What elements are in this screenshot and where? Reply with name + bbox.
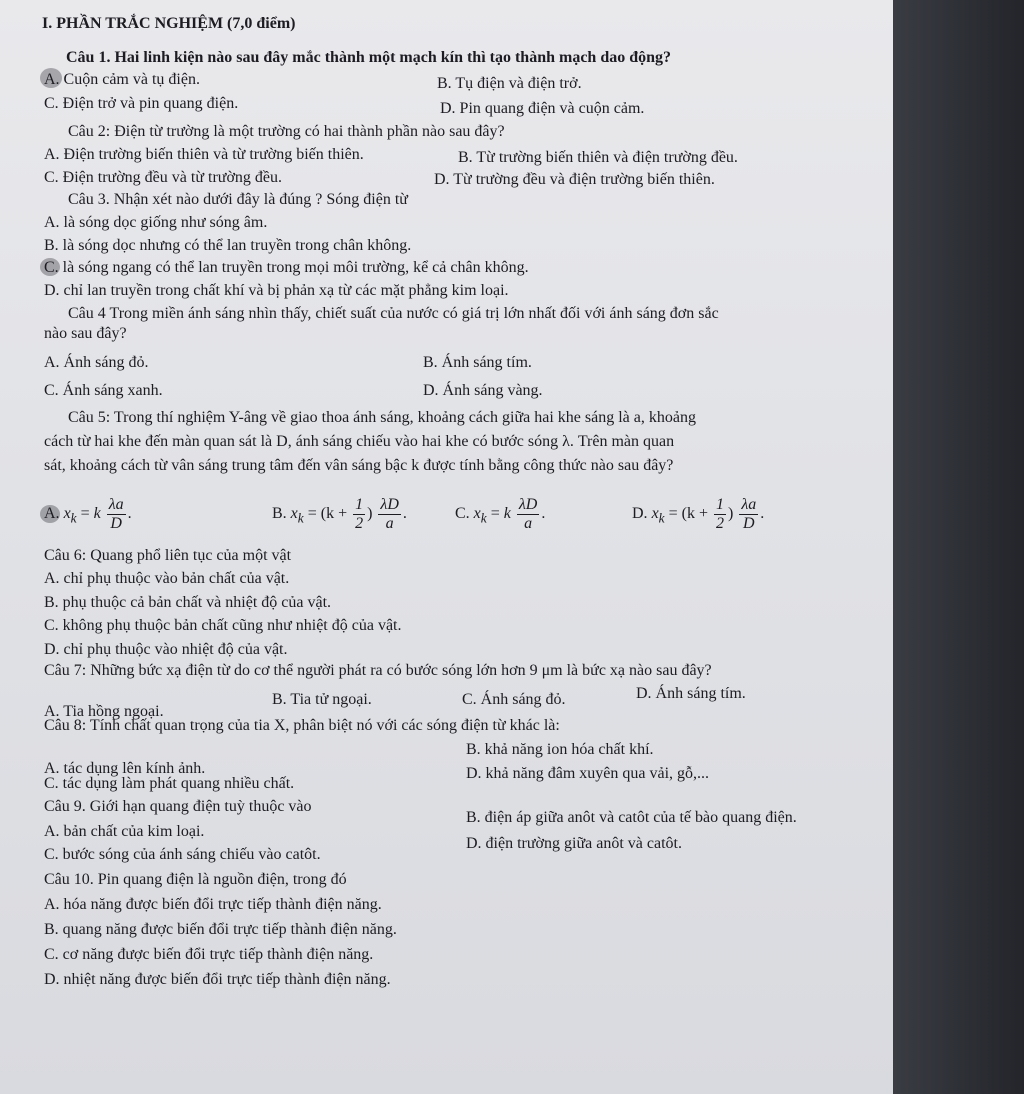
q1-stem: Câu 1. Hai linh kiện nào sau đây mắc thành một mạch kín thì tạo thành mạch dao động?: [66, 49, 672, 66]
q10-option-b: B. quang năng được biến đổi trực tiếp thành điện năng.: [44, 921, 397, 938]
q4-option-a: A. Ánh sáng đỏ.: [44, 354, 149, 371]
q10-option-d: D. nhiệt năng được biến đổi trực tiếp thành điện năng.: [44, 971, 391, 988]
q3-option-d: D. chỉ lan truyền trong chất khí và bị phản xạ từ các mặt phẳng kim loại.: [44, 282, 509, 299]
q4-option-c: C. Ánh sáng xanh.: [44, 382, 163, 399]
q8-option-d: D. khả năng đâm xuyên qua vải, gỗ,...: [466, 765, 710, 782]
q7-option-b: B. Tia tử ngoại.: [272, 691, 372, 708]
q10-stem: Câu 10. Pin quang điện là nguồn điện, trong đó: [44, 871, 347, 888]
q4-stem-line2: nào sau đây?: [44, 325, 127, 342]
q8-option-b: B. khả năng ion hóa chất khí.: [466, 741, 654, 758]
q8-stem: Câu 8: Tính chất quan trọng của tia X, phân biệt nó với các sóng điện từ khác là:: [44, 717, 560, 734]
q9-option-c: C. bước sóng của ánh sáng chiếu vào catôt.: [44, 846, 321, 863]
q6-option-a: A. chỉ phụ thuộc vào bản chất của vật.: [44, 570, 290, 587]
q4-option-b: B. Ánh sáng tím.: [423, 354, 532, 371]
q6-stem: Câu 6: Quang phổ liên tục của một vật: [44, 547, 292, 564]
q7-option-d: D. Ánh sáng tím.: [636, 685, 746, 702]
q4-stem-line1: Câu 4 Trong miền ánh sáng nhìn thấy, chiết suất của nước có giá trị lớn nhất đối với ánh sáng đơn sắc: [68, 305, 719, 322]
q3-option-b: B. là sóng dọc nhưng có thể lan truyền trong chân không.: [44, 237, 412, 254]
q7-option-c: C. Ánh sáng đỏ.: [462, 691, 566, 708]
section-title: I. PHẦN TRẮC NGHIỆM (7,0 điểm): [42, 15, 296, 32]
q5-option-a: A. $x_k = k$ $\frac{\lambda a}{D}$ .: [44, 496, 132, 532]
q5-d-fraction: $\frac{\lambda a}{D}$: [741, 496, 757, 532]
q2-option-a: A. Điện trường biến thiên và từ trường biến thiên.: [44, 146, 364, 163]
q9-option-a: A. bản chất của kim loại.: [44, 823, 205, 840]
q4-option-d: D. Ánh sáng vàng.: [423, 382, 543, 399]
q10-option-c: C. cơ năng được biến đổi trực tiếp thành điện năng.: [44, 946, 374, 963]
background-edge: [893, 0, 1024, 1094]
q5-c-fraction: $\frac{\lambda D}{a}$: [518, 496, 538, 532]
q9-stem: Câu 9. Giới hạn quang điện tuỳ thuộc vào: [44, 798, 312, 815]
q3-stem: Câu 3. Nhận xét nào dưới đây là đúng ? Sóng điện từ: [68, 191, 408, 208]
q6-option-b: B. phụ thuộc cả bản chất và nhiệt độ của vật.: [44, 594, 332, 611]
q1-option-a: A. Cuộn cảm và tụ điện.: [44, 71, 200, 88]
q2-stem: Câu 2: Điện từ trường là một trường có hai thành phần nào sau đây?: [68, 123, 505, 140]
q5-option-b: B. $x_k = (k$ + $\frac{1}{2}$ ) $\frac{\lambda D}{a}$ .: [272, 496, 407, 532]
q5-stem-line1: Câu 5: Trong thí nghiệm Y-âng về giao thoa ánh sáng, khoảng cách giữa hai khe sáng là a, khoảng: [68, 409, 696, 426]
q2-option-c: C. Điện trường đều và từ trường đều.: [44, 169, 283, 186]
q7-stem: Câu 7: Những bức xạ điện từ do cơ thể người phát ra có bước sóng lớn hơn 9 μm là bức xạ nào sau đây?: [44, 662, 712, 679]
q10-option-a: A. hóa năng được biến đổi trực tiếp thành điện năng.: [44, 896, 382, 913]
q1-option-b: B. Tụ điện và điện trở.: [437, 75, 582, 92]
q1-option-c: C. Điện trở và pin quang điện.: [44, 95, 239, 112]
q8-option-a: A. tác dụng lên kính ảnh.: [44, 760, 206, 777]
q9-option-b: B. điện áp giữa anôt và catôt của tế bào quang điện.: [466, 809, 797, 826]
q3-option-a: A. là sóng dọc giống như sóng âm.: [44, 214, 268, 231]
q2-option-d: D. Từ trường đều và điện trường biến thiên.: [434, 171, 715, 188]
q5-option-c: C. $x_k = k$ $\frac{\lambda D}{a}$ .: [455, 496, 546, 532]
q3-option-c: C. là sóng ngang có thể lan truyền trong mọi môi trường, kể cả chân không.: [44, 259, 529, 276]
q2-option-b: B. Từ trường biến thiên và điện trường đều.: [458, 149, 738, 166]
q5-stem-line3: sát, khoảng cách từ vân sáng trung tâm đến vân sáng bậc k được tính bằng công thức nào sau đây?: [44, 457, 674, 474]
q7-option-a: A. Tia hồng ngoại.: [44, 703, 164, 720]
q9-option-d: D. điện trường giữa anôt và catôt.: [466, 835, 682, 852]
q1-option-d: D. Pin quang điện và cuộn cảm.: [440, 100, 645, 117]
q6-option-d: D. chỉ phụ thuộc vào nhiệt độ của vật.: [44, 641, 288, 658]
q5-a-fraction: $\frac{\lambda a}{D}$: [108, 496, 124, 532]
q6-option-c: C. không phụ thuộc bản chất cũng như nhiệt độ của vật.: [44, 617, 402, 634]
q5-option-d: D. $x_k = (k$ + $\frac{1}{2}$ ) $\frac{\lambda a}{D}$ .: [632, 496, 765, 532]
q5-stem-line2: cách từ hai khe đến màn quan sát là D, ánh sáng chiếu vào hai khe có bước sóng λ. Trên màn quan: [44, 433, 675, 450]
q8-option-c: C. tác dụng làm phát quang nhiều chất.: [44, 775, 295, 792]
q5-b-fraction: $\frac{\lambda D}{a}$: [380, 496, 399, 532]
